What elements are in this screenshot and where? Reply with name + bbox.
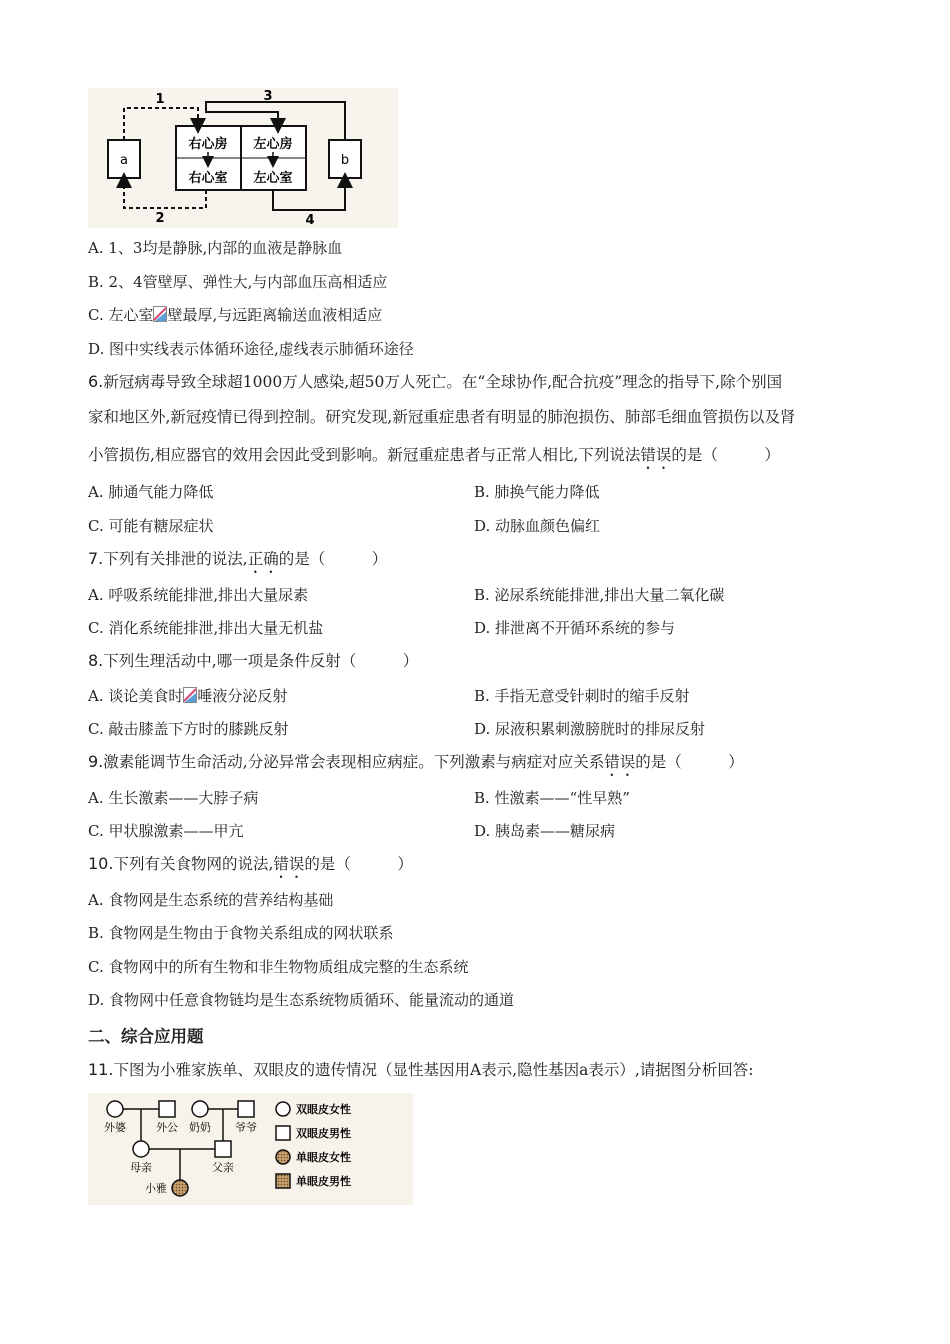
q7-option-a: A. 呼吸系统能排泄,排出大量尿素: [88, 586, 309, 604]
q9-option-d: D. 胰岛素——糖尿病: [474, 822, 616, 840]
father-symbol: [215, 1141, 231, 1157]
box-a-label: a: [120, 153, 128, 168]
grandmother-paternal-label: 奶奶: [189, 1121, 211, 1134]
q9-option-c: C. 甲状腺激素——甲亢: [88, 822, 244, 840]
box-b-label: b: [340, 153, 350, 168]
legend-symbol-single-female: [276, 1150, 290, 1164]
right-ventricle-label: 右心室: [188, 171, 228, 186]
broken-image-icon: [153, 306, 167, 322]
q9-number: 9.: [88, 752, 104, 771]
q7-option-b: B. 泌尿系统能排泄,排出大量二氧化碳: [474, 586, 725, 604]
mother-symbol: [133, 1141, 149, 1157]
q7-option-d: D. 排泄离不开循环系统的参与: [474, 619, 676, 637]
q6-line3-post: 的是（ ）: [671, 446, 780, 464]
q5-option-b: B. 2、4管壁厚、弹性大,与内部血压高相适应: [88, 273, 388, 291]
q6-option-b: B. 肺换气能力降低: [474, 483, 600, 501]
q6-option-d: D. 动脉血颜色偏红: [474, 517, 601, 535]
xiaoya-label: 小雅: [145, 1182, 167, 1195]
q10-stem: [88, 854, 413, 882]
q11-stem-text: 下图为小雅家族单、双眼皮的遗传情况（显性基因用A表示,隐性基因a表示）,请据图分析回答:: [113, 1061, 754, 1079]
q9-option-a: A. 生长激素——大脖子病: [88, 789, 259, 807]
q8-stem-text: 下列生理活动中,哪一项是条件反射（ ）: [103, 652, 419, 670]
father-label: 父亲: [212, 1161, 234, 1174]
q10-option-c: C. 食物网中的所有生物和非生物物质组成完整的生态系统: [88, 958, 469, 976]
q5-option-a: A. 1、3均是静脉,内部的血液是静脉血: [88, 239, 343, 257]
vessel-4-label: 4: [305, 213, 315, 228]
pedigree-diagram: [88, 1093, 413, 1205]
q9-stem: [88, 752, 744, 780]
q10-option-a: A. 食物网是生态系统的营养结构基础: [88, 891, 334, 909]
vessel-1-label: 1: [155, 92, 165, 107]
q7-stem: [88, 549, 387, 577]
q6-stem-line3: [88, 445, 780, 473]
q11-number: 11.: [88, 1060, 114, 1079]
q10-number: 10.: [88, 854, 114, 873]
q8-number: 8.: [88, 651, 104, 670]
grandfather-paternal-symbol: [238, 1101, 254, 1117]
mother-label: 母亲: [130, 1161, 152, 1174]
grandmother-maternal-label: 外婆: [104, 1121, 126, 1134]
q10-stem-post: 的是（ ）: [304, 855, 413, 873]
legend-symbol-single-male: [276, 1174, 290, 1188]
legend-symbol-double-female: [276, 1102, 290, 1116]
legend-label-double-male: 双眼皮男性: [296, 1127, 351, 1140]
grandfather-maternal-symbol: [159, 1101, 175, 1117]
q9-key-word: 错误: [604, 753, 636, 771]
q8-option-a-pre: A. 谈论美食时: [88, 687, 184, 705]
q10-stem-pre: 下列有关食物网的说法,: [113, 855, 274, 873]
q6-number: 6.: [88, 372, 104, 391]
legend-label-single-female: 单眼皮女性: [296, 1151, 351, 1164]
q11-stem: [88, 1060, 753, 1080]
q5-option-c: [88, 305, 382, 325]
q8-option-c: C. 敲击膝盖下方时的膝跳反射: [88, 720, 289, 738]
q10-key-word: 错误: [273, 855, 305, 873]
q5-option-c-post: 壁最厚,与远距离输送血液相适应: [167, 306, 383, 324]
q8-option-a: [88, 686, 287, 706]
q7-option-c: C. 消化系统能排泄,排出大量无机盐: [88, 619, 324, 637]
q6-key-word: 错误: [640, 446, 672, 464]
q6-stem-line1: [88, 372, 782, 392]
right-atrium-label: 右心房: [188, 137, 228, 152]
section-heading: 二、综合应用题: [88, 1027, 204, 1046]
vessel-3-label: 3: [263, 89, 273, 104]
q8-stem: [88, 651, 418, 671]
xiaoya-symbol: [172, 1180, 188, 1196]
q9-stem-pre: 激素能调节生命活动,分泌异常会表现相应病症。下列激素与病症对应关系: [103, 753, 605, 771]
q7-stem-pre: 下列有关排泄的说法,: [103, 550, 248, 568]
q7-key-word: 正确: [247, 550, 279, 568]
left-atrium-label: 左心房: [253, 137, 293, 152]
q7-number: 7.: [88, 549, 104, 568]
q9-option-b: B. 性激素——“性早熟”: [474, 789, 630, 807]
legend-symbol-double-male: [276, 1126, 290, 1140]
q8-option-d: D. 尿液积累刺激膀胱时的排尿反射: [474, 720, 706, 738]
q6-line3-pre: 小管损伤,相应器官的效用会因此受到影响。新冠重症患者与正常人相比,下列说法: [88, 446, 641, 464]
circulation-diagram: [88, 88, 398, 228]
q7-stem-post: 的是（ ）: [278, 550, 388, 568]
q9-stem-post: 的是（ ）: [635, 753, 744, 771]
grandfather-paternal-label: 爷爷: [235, 1121, 257, 1134]
q8-option-b: B. 手指无意受针刺时的缩手反射: [474, 687, 690, 705]
q6-option-a: A. 肺通气能力降低: [88, 483, 214, 501]
left-ventricle-label: 左心室: [253, 171, 293, 186]
broken-image-icon: [183, 687, 197, 703]
q5-option-c-pre: C. 左心室: [88, 306, 154, 324]
grandfather-maternal-label: 外公: [156, 1121, 178, 1134]
q6-line2: 家和地区外,新冠疫情已得到控制。研究发现,新冠重症患者有明显的肺泡损伤、肺部毛细血管损伤以及肾: [88, 408, 796, 426]
vessel-2-label: 2: [155, 211, 165, 226]
legend-label-double-female: 双眼皮女性: [296, 1103, 351, 1116]
legend-label-single-male: 单眼皮男性: [296, 1175, 351, 1188]
q10-option-b: B. 食物网是生物由于食物关系组成的网状联系: [88, 924, 394, 942]
grandmother-maternal-symbol: [107, 1101, 123, 1117]
q8-option-a-post: 唾液分泌反射: [197, 687, 288, 705]
q10-option-d: D. 食物网中任意食物链均是生态系统物质循环、能量流动的通道: [88, 991, 515, 1009]
q5-option-d: D. 图中实线表示体循环途径,虚线表示肺循环途径: [88, 340, 414, 358]
q6-line1: 新冠病毒导致全球超1000万人感染,超50万人死亡。在“全球协作,配合抗疫”理念的指导下,除个别国: [103, 373, 783, 391]
q6-option-c: C. 可能有糖尿症状: [88, 517, 214, 535]
grandmother-paternal-symbol: [192, 1101, 208, 1117]
